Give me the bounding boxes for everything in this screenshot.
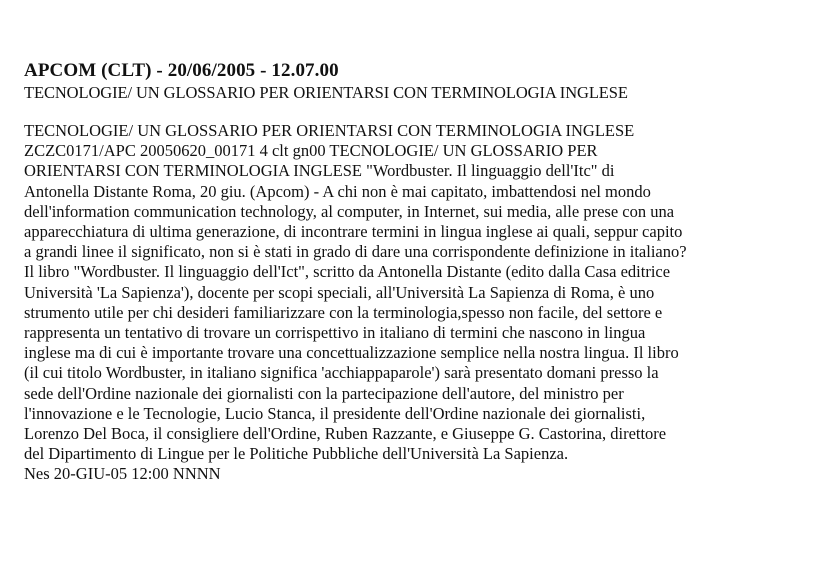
subhead: TECNOLOGIE/ UN GLOSSARIO PER ORIENTARSI CON TERMINOLOGIA INGLESE [24,83,628,102]
body-line: Lorenzo Del Boca, il consigliere dell'Ordine, Ruben Razzante, e Giuseppe G. Castorina, direttore [24,424,667,444]
body-line: l'innovazione e le Tecnologie, Lucio Stanca, il presidente dell'Ordine nazionale dei giornalisti, [24,403,646,423]
footer-signature: Nes 20-GIU-05 12:00 NNNN [24,464,221,484]
body-line: Antonella Distante Roma, 20 giu. (Apcom) - A chi non è mai capitato, imbattendosi nel mondo [24,181,651,201]
body-line: ZCZC0171/APC 20050620_00171 4 clt gn00 TECNOLOGIE/ UN GLOSSARIO PER [24,141,598,161]
body-line: rappresenta un tentativo di trovare un corrispettivo in italiano di termini che nascono in lingua [24,323,646,343]
body-line: ORIENTARSI CON TERMINOLOGIA INGLESE "Wordbuster. Il linguaggio dell'Itc" di [24,161,615,181]
body-line: del Dipartimento di Lingue per le Politiche Pubbliche dell'Università La Sapienza. [24,444,569,464]
spacer [24,103,804,121]
body-line: a grandi linee il significato, non si è stati in grado di dare una corrispondente definizione in italiano? [24,242,687,262]
news-document [24,60,804,485]
body-line: strumento utile per chi desideri familiarizzare con la terminologia,spesso non facile, del settore e [24,302,663,322]
body-line: TECNOLOGIE/ UN GLOSSARIO PER ORIENTARSI CON TERMINOLOGIA INGLESE [24,121,635,140]
body-line: (il cui titolo Wordbuster, in italiano significa 'acchiappaparole') sarà presentato domani presso la [24,363,659,383]
body-line: Università 'La Sapienza'), docente per scopi speciali, all'Università La Sapienza di Roma, è uno [24,282,655,302]
headline: APCOM (CLT) - 20/06/2005 - 12.07.00 [24,60,339,81]
body-line: apparecchiatura di ultima generazione, di incontrare termini in lingua inglese ai quali, seppur capito [24,222,683,242]
body-line: inglese ma di cui è importante trovare una concettualizzazione semplice nella nostra lingua. Il libro [24,343,679,363]
article-body [24,121,804,464]
body-line: sede dell'Ordine nazionale dei giornalisti con la partecipazione dell'autore, del ministro per [24,383,624,403]
body-line: dell'information communication technology, al computer, in Internet, sui media, alle prese con una [24,201,675,221]
body-line: Il libro "Wordbuster. Il linguaggio dell'Ict", scritto da Antonella Distante (edito dalla Casa editrice [24,262,671,282]
